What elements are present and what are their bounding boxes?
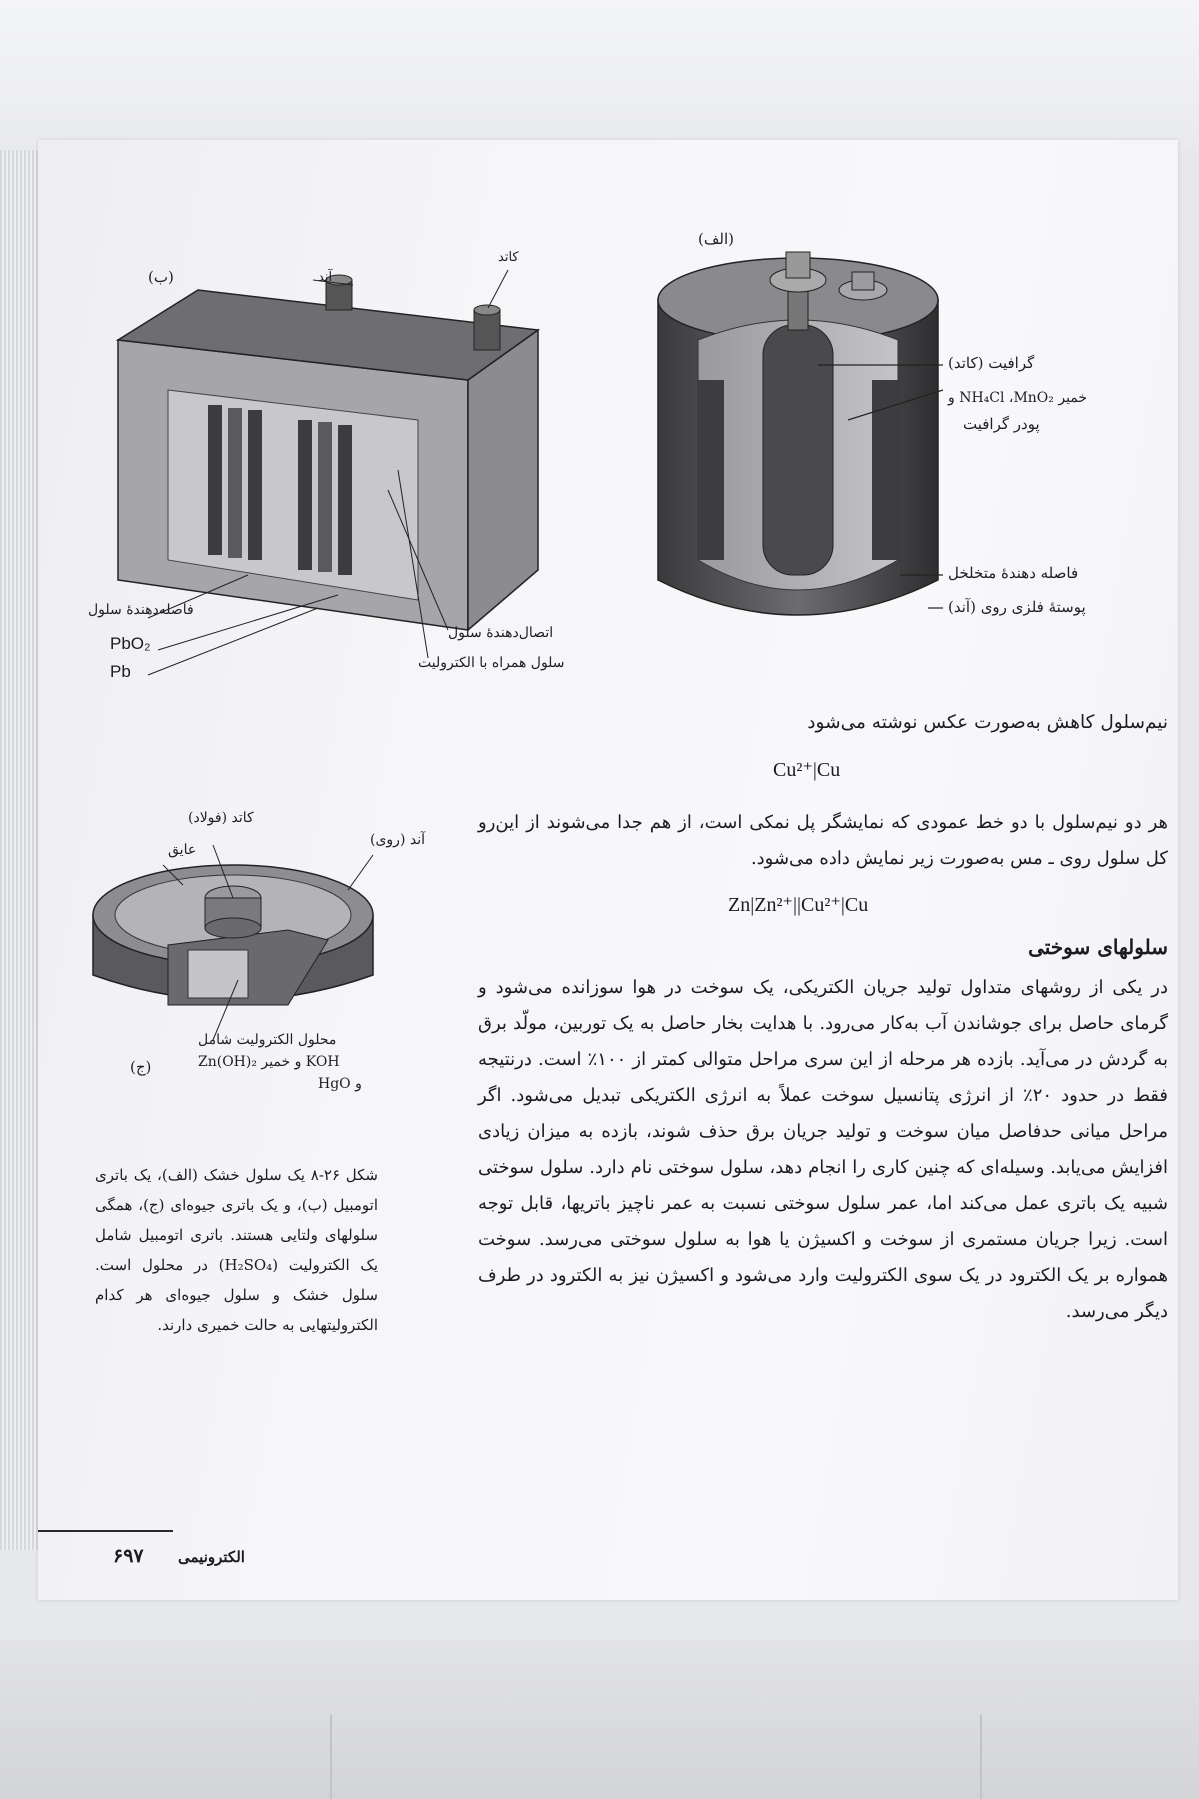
label-electrolyte-hgo: و HgO <box>318 1076 362 1092</box>
figure-b-tag: (ب) <box>148 268 174 286</box>
book-page-edges <box>0 150 41 1550</box>
figure-mercury-cell <box>88 810 458 1110</box>
desk-seam <box>980 1715 982 1799</box>
half-cell-text: نیم‌سلول کاهش به‌صورت عکس نوشته می‌شود <box>807 712 1168 733</box>
footer-section-name: الکترونیمی <box>178 1548 245 1566</box>
page-number: ۶۹۷ <box>113 1545 144 1567</box>
figure-c-tag: (ج) <box>130 1058 152 1076</box>
section-heading-fuel-cells: سلولهای سوختی <box>1028 935 1168 959</box>
label-zinc-case-anode: پوستهٔ فلزی روی (آند) <box>948 598 1086 616</box>
book-page <box>38 140 1178 1600</box>
label-pb: Pb <box>110 662 131 681</box>
label-porous-separator: فاصله دهندهٔ متخلخل <box>948 564 1079 582</box>
label-cell-connector: اتصال‌دهندهٔ سلول <box>448 625 554 641</box>
label-anode-zinc: آند (روی) <box>370 832 425 848</box>
label-electrolyte-koh: KOH و خمیر Zn(OH)₂ <box>198 1054 340 1070</box>
figure-caption: شکل ۲۶-۸ یک سلول خشک (الف)، یک باتری اتومبیل (ب)، و یک باتری جیوه‌ای (ج)، همگی سلولهای ولتایی هستند. باتری اتومبیل شامل یک الکترولیت (H₂SO₄) در محلول است. سلول خشک و سلول جیوه‌ای هر کدام الکترولیتهایی به حالت خمیری دارند. <box>95 1166 378 1334</box>
figure-car-battery <box>88 230 628 690</box>
label-paste: خمیر NH₄Cl ،MnO₂ و <box>948 390 1088 406</box>
label-cell-separator: فاصله‌دهندهٔ سلول <box>88 602 194 618</box>
label-insulator: عایق <box>168 842 197 858</box>
background-bottom <box>0 1640 1199 1799</box>
figure-dry-cell <box>638 230 1138 670</box>
label-electrolyte-solution: محلول الکترولیت شامل <box>198 1032 337 1048</box>
label-graphite-cathode: گرافیت (کاتد) <box>948 354 1035 372</box>
salt-bridge-text: هر دو نیم‌سلول با دو خط عمودی که نمایشگر پل نمکی است، از هم جدا می‌شوند از این‌رو کل سلول روی ـ مس به‌صورت زیر نمایش داده می‌شود. <box>478 812 1168 869</box>
formula-zinc-copper-cell: Zn|Zn²⁺||Cu²⁺|Cu <box>728 894 869 916</box>
label-cathode: کاتد <box>498 250 519 265</box>
label-cell-with-electrolyte: سلول همراه با الکترولیت <box>418 655 565 671</box>
label-anode: آند <box>318 270 333 285</box>
label-cathode-steel: کاتد (فولاد) <box>188 810 254 826</box>
label-paste-2: پودر گرافیت <box>963 415 1040 433</box>
fuel-cell-paragraph: در یکی از روشهای متداول تولید جریان الکتریکی، یک سوخت در هوا سوزانده می‌شود و گرمای حاصل برای جوشاندن آب به‌کار می‌رود. با هدایت بخار حاصل به یک توربین، مولّد برق به گردش در می‌آید. بازده هر مرحله از این سری مراحل متوالی کمتر از ۱۰۰٪ است. درنتیجه فقط در حدود ۲۰٪ از انرژی پتانسیل سوخت عملاً به انرژی الکتریکی تبدیل می‌شود. اگر مراحل میانی حدفاصل میان سوخت و تولید جریان برق حذف شوند، بازده به میزان زیادی افزایش می‌یابد. وسیله‌ای که چنین کاری را انجام دهد، سلول سوختی نام دارد. سلول سوختی شبیه یک باتری عمل می‌کند اما، عمر سلول سوختی نسبت به عمر ناچیز باتریها، قابل توجه است. زیرا جریان مستمری از سوخت و اکسیژن یا هوا به سلول سوختی می‌رسد. سوخت همواره بر یک الکترود در یک سوی الکترولیت وارد می‌شود و اکسیژن نیز به الکترود در طرف دیگر می‌رسد. <box>478 977 1169 1322</box>
label-pbo2: PbO₂ <box>110 634 151 653</box>
formula-half-cell: Cu²⁺|Cu <box>773 759 841 781</box>
background-top <box>0 0 1199 150</box>
desk-seam <box>330 1715 332 1799</box>
figure-a-tag: (الف) <box>698 230 734 248</box>
footer-rule <box>38 1530 173 1532</box>
car-battery-illustration <box>88 230 628 690</box>
